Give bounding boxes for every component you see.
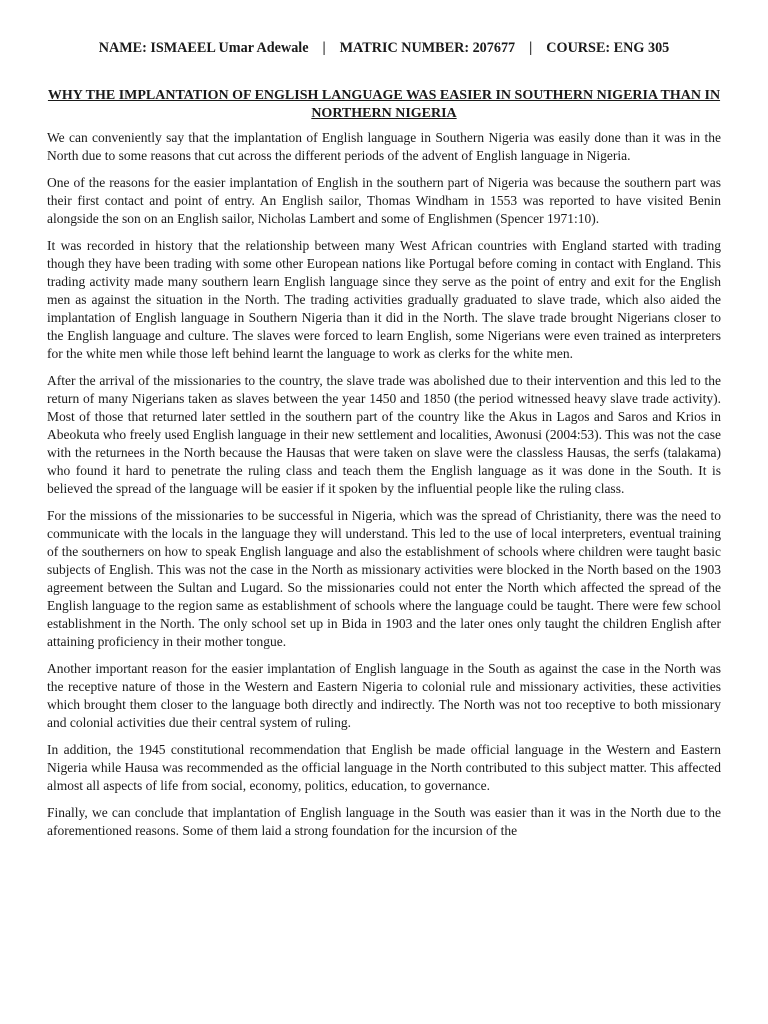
header-separator: |: [529, 40, 533, 56]
paragraph-trade: It was recorded in history that the relationship between many West African countries with England started with trading though they have been trading with some other European nations like Portugal before coming in contact with England. This trading activity made many southern learn English language since they serve as the point of entry and exit for the English men as against the situation in the North. The trading activities gradually graduated to slave trade, which also aided the implantation of English language in Southern Nigeria than it did in the North. The slave trade brought Nigerians closer to the English language and culture. The slaves were forced to learn English, some Nigerians were even trained as interpreters for the white men while those left behind learnt the language to work as clerks for the white men.: [47, 238, 721, 361]
course-code: COURSE: ENG 305: [546, 40, 670, 56]
student-header: [47, 40, 721, 57]
paragraph-constitution: In addition, the 1945 constitutional recommendation that English be made official language in the Western and Eastern Nigeria while Hausa was recommended as the official language in the North contributed to this subject matter. This affected almost all aspects of life from social, economy, politics, education, to governance.: [47, 742, 721, 793]
essay-title: WHY THE IMPLANTATION OF ENGLISH LANGUAGE WAS EASIER IN SOUTHERN NIGERIA THAN IN NORTHERN NIGERIA: [47, 88, 721, 121]
paragraph-receptiveness: Another important reason for the easier implantation of English language in the South as against the case in the North was the receptive nature of those in the Western and Eastern Nigeria to colonial rule and missionary activities, these activities which brought them closer to the language both directly and indirectly. The North was not too receptive to both missionary and colonial activities due their central system of ruling.: [47, 661, 721, 730]
header-separator: |: [322, 40, 326, 56]
paragraph-returnees: After the arrival of the missionaries to the country, the slave trade was abolished due to their intervention and this led to the return of many Nigerians taken as slaves between the year 1450 and 1850 (the period witnessed heavy slave trade activity). Most of those that returned later settled in the southern part of the country like the Akus in Lagos and Saros and Krios in Abeokuta who freely used English language in their new settlement and localities, Awonusi (2004:53). This was not the case with the returnees in the North because the Hausas that were taken on slave were the classless Hausas, the serfs (talakama) who found it hard to penetrate the ruling class and teach them the English language as it was done in the South. It is believed the spread of the language will be easier if it spoken by the influential people like the ruling class.: [47, 373, 721, 496]
paragraph-intro: We can conveniently say that the implantation of English language in Southern Nigeria was easily done than it was in the North due to some reasons that cut across the different periods of the advent of English language in Nigeria.: [47, 130, 721, 163]
paragraph-missionaries: For the missions of the missionaries to be successful in Nigeria, which was the spread of Christianity, there was the need to communicate with the locals in the language they will understand. This led to the use of local interpreters, eventual training of the southerners on how to speak English language and also the establishment of schools where children were taught basic subjects of English. This was not the case in the North as missionary activities were blocked in the North based on the 1903 agreement between the Sultan and Lugard. So the missionaries could not enter the North which affected the spread of the English language to the region same as establishment of schools where the language could be taught. There were few school establishment in the North. The only school set up in Bida in 1903 and the later ones only taught the children English after attaining proficiency in their mother tongue.: [47, 508, 721, 649]
paragraph-conclusion: Finally, we can conclude that implantation of English language in the South was easier than it was in the North due to the aforementioned reasons. Some of them laid a strong foundation for the incursion of the: [47, 805, 721, 838]
paragraph-first-contact: One of the reasons for the easier implantation of English in the southern part of Nigeria was because the southern part was their first contact and point of entry. An English sailor, Thomas Windham in 1553 was reported to have visited Benin alongside the son on an English sailor, Nicholas Lambert and some of Englishmen (Spencer 1971:10).: [47, 175, 721, 226]
document-page: [47, 40, 721, 849]
student-name: NAME: ISMAEEL Umar Adewale: [98, 40, 309, 56]
matric-number: MATRIC NUMBER: 207677: [339, 40, 516, 56]
